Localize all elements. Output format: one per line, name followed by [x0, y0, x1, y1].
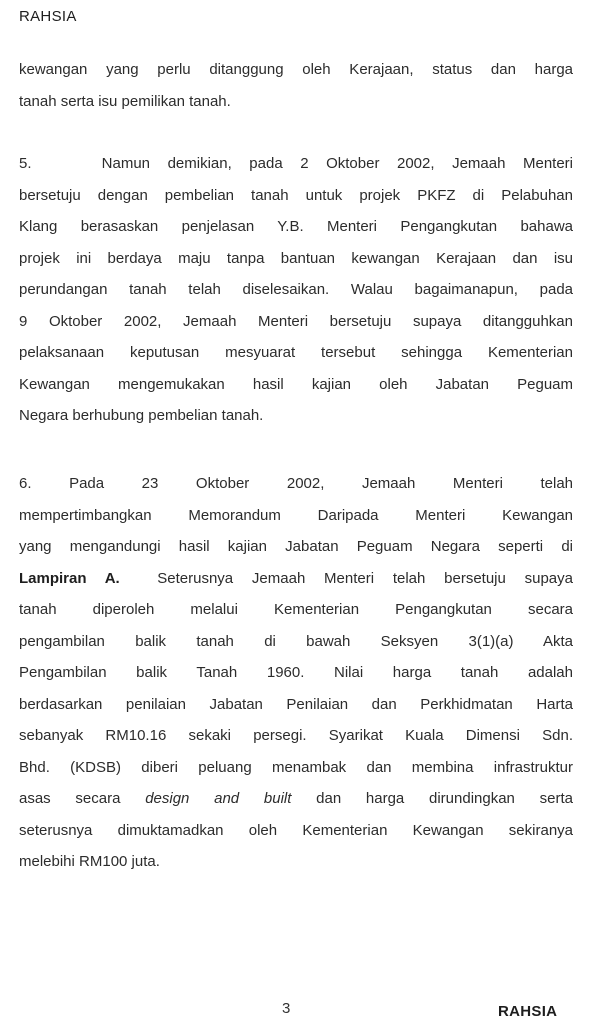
text-line: melebihi RM100 juta.	[19, 853, 160, 870]
header-classification: RAHSIA	[19, 8, 77, 25]
footer-classification: RAHSIA	[498, 1003, 558, 1020]
text-line: 9 Oktober 2002, Jemaah Menteri bersetuju supaya ditangguhkan	[19, 312, 573, 330]
text-line	[19, 563, 573, 595]
text-line: Bhd. (KDSB) diberi peluang menambak dan membina infrastruktur	[19, 758, 573, 776]
text-line: pelaksanaan keputusan mesyuarat tersebut sehingga Kementerian	[19, 344, 573, 361]
paragraph-5	[19, 148, 573, 432]
paragraph-continuation	[19, 54, 573, 117]
text-line: Kewangan mengemukakan hasil kajian oleh Jabatan Peguam	[19, 375, 573, 393]
text-line: seterusnya dimuktamadkan oleh Kementerian Kewangan sekiranya	[19, 821, 573, 839]
italic-phrase: design and built	[145, 790, 292, 807]
text-line: kewangan yang perlu ditanggung oleh Kerajaan, status dan harga	[19, 61, 573, 78]
paragraph-6	[19, 468, 573, 878]
text-line: bersetuju dengan pembelian tanah untuk projek PKFZ di Pelabuhan	[19, 186, 573, 204]
text-line: pengambilan balik tanah di bawah Seksyen 3(1)(a) Akta	[19, 632, 573, 650]
text-line: perundangan tanah telah diselesaikan. Walau bagaimanapun, pada	[19, 281, 573, 298]
text-line: 6. Pada 23 Oktober 2002, Jemaah Menteri telah	[19, 475, 573, 492]
text-line: tanah diperoleh melalui Kementerian Pengangkutan secara	[19, 601, 573, 618]
text-line: berdasarkan penilaian Jabatan Penilaian dan Perkhidmatan Harta	[19, 695, 573, 713]
attachment-reference: Lampiran A.	[19, 569, 120, 587]
text-line: projek ini berdaya maju tanpa bantuan kewangan Kerajaan dan isu	[19, 249, 573, 267]
page-number: 3	[282, 1000, 291, 1017]
text-line: tanah serta isu pemilikan tanah.	[19, 92, 231, 110]
text-fragment: asas secara	[19, 790, 146, 807]
text-line: Pengambilan balik Tanah 1960. Nilai harga tanah adalah	[19, 664, 573, 681]
text-line: 5. Namun demikian, pada 2 Oktober 2002, Jemaah Menteri	[19, 155, 573, 172]
text-fragment: dan harga dirundingkan serta	[291, 790, 573, 807]
text-line: mempertimbangkan Memorandum Daripada Menteri Kewangan	[19, 506, 573, 524]
text-line: Negara berhubung pembelian tanah.	[19, 407, 264, 424]
text-line: sebanyak RM10.16 sekaki persegi. Syarikat Kuala Dimensi Sdn.	[19, 727, 573, 744]
text-fragment: Seterusnya Jemaah Menteri telah bersetuju supaya	[119, 569, 573, 587]
text-line: Klang berasaskan penjelasan Y.B. Menteri Pengangkutan bahawa	[19, 218, 573, 235]
text-line: yang mengandungi hasil kajian Jabatan Peguam Negara seperti di	[19, 538, 573, 555]
text-line	[19, 783, 573, 815]
